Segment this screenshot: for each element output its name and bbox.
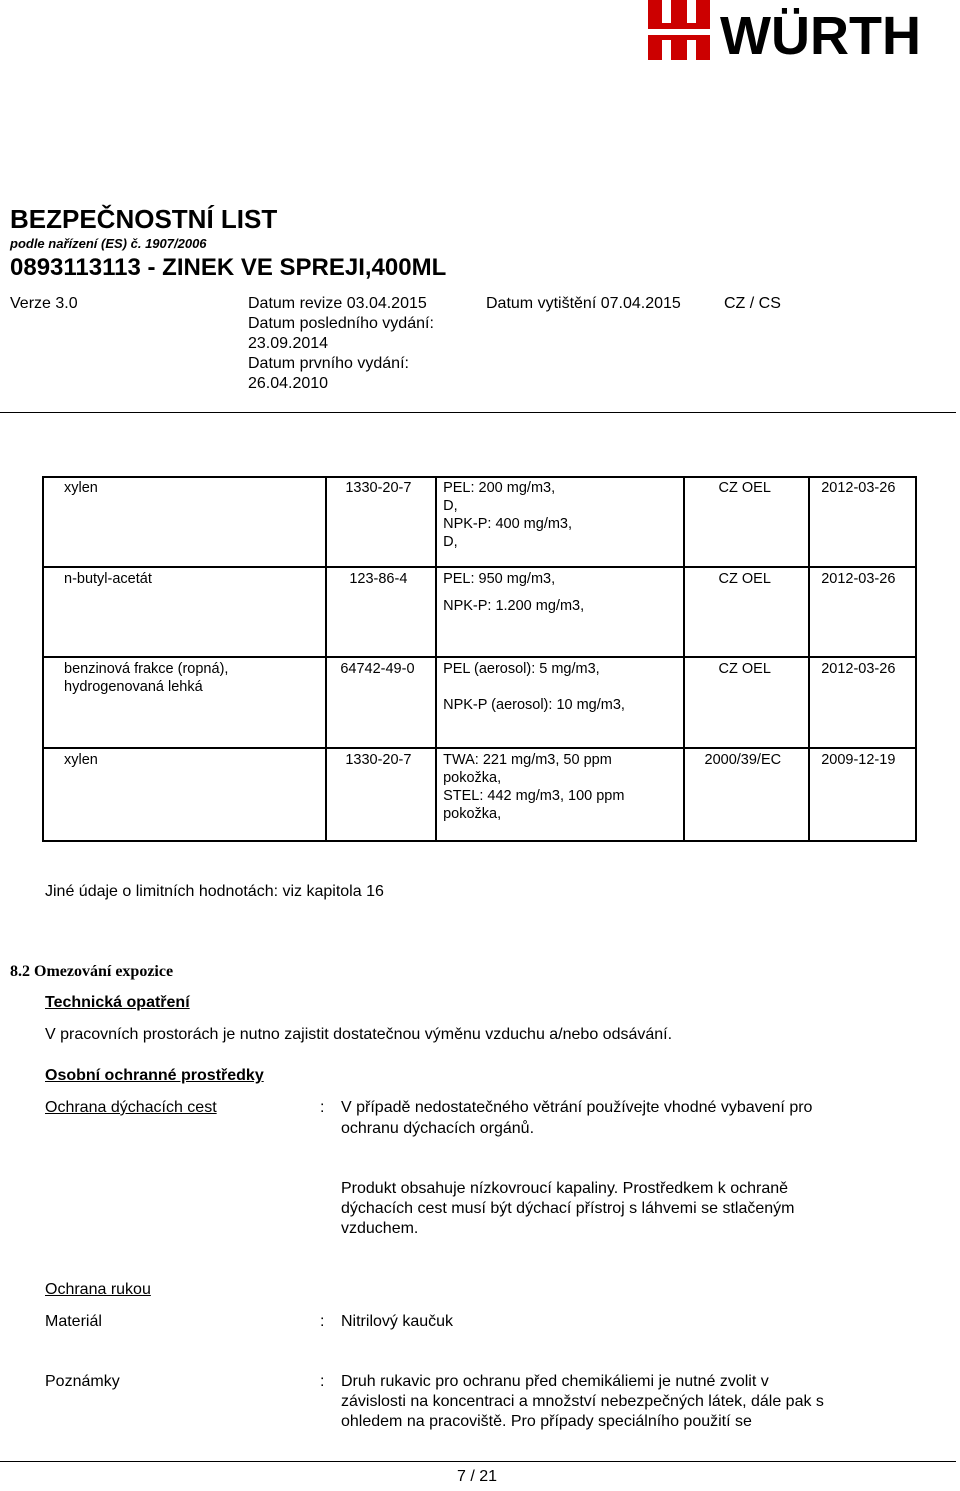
table-row (43, 748, 916, 841)
first-issue-date: 26.04.2010 (248, 375, 329, 392)
limit-value: D, (443, 498, 458, 514)
limit-basis: 2000/39/EC (704, 752, 782, 768)
wurth-logo (648, 0, 960, 70)
limit-value: NPK-P (aerosol): 10 mg/m3, (443, 697, 625, 713)
limit-value: NPK-P: 400 mg/m3, (443, 516, 573, 532)
limit-basis: CZ OEL (718, 571, 771, 587)
limit-value: D, (443, 534, 458, 550)
first-issue-label: Datum prvního vydání: (248, 355, 409, 372)
locale: CZ / CS (724, 295, 781, 312)
limit-basis: CZ OEL (718, 480, 771, 496)
material-value: Nitrilový kaučuk (341, 1313, 454, 1330)
cas-number: 1330-20-7 (345, 480, 412, 496)
limit-basis: CZ OEL (718, 661, 771, 677)
document-title: BEZPEČNOSTNÍ LIST (10, 204, 278, 234)
limit-value: PEL: 950 mg/m3, (443, 571, 556, 587)
colon: : (320, 1313, 325, 1330)
component-name: n-butyl-acetát (64, 571, 152, 587)
footer-divider (0, 1461, 956, 1462)
limit-value: TWA: 221 mg/m3, 50 ppm (443, 752, 612, 768)
respiratory-text: V případě nedostatečného větrání používejte vhodné vybavení pro (341, 1099, 813, 1116)
respiratory-text: ochranu dýchacích orgánů. (341, 1120, 535, 1137)
limit-value: NPK-P: 1.200 mg/m3, (443, 598, 585, 614)
section-heading: 8.2 Omezování expozice (10, 963, 174, 980)
limit-value: STEL: 442 mg/m3, 100 ppm (443, 788, 625, 804)
notes-text: ohledem na pracoviště. Pro případy speciálního použití se (341, 1413, 752, 1430)
logo-mark (648, 0, 710, 60)
limit-date: 2012-03-26 (821, 661, 896, 677)
last-issue-date: 23.09.2014 (248, 335, 329, 352)
component-name: benzinová frakce (ropná), (64, 661, 229, 677)
limit-date: 2012-03-26 (821, 480, 896, 496)
hand-protection-heading: Ochrana rukou (45, 1281, 151, 1298)
limit-value: PEL: 200 mg/m3, (443, 480, 556, 496)
table-row (43, 567, 916, 657)
cas-number: 123-86-4 (349, 571, 408, 587)
respiratory-text: Produkt obsahuje nízkovroucí kapaliny. Prostředkem k ochraně (341, 1180, 789, 1197)
respiratory-text: dýchacích cest musí být dýchací přístroj s láhvemi se stlačeným (341, 1200, 795, 1217)
exposure-limits-table (42, 476, 917, 842)
other-limits-note: Jiné údaje o limitních hodnotách: viz kapitola 16 (45, 883, 384, 900)
respiratory-text: vzduchem. (341, 1220, 419, 1237)
table-row (43, 657, 916, 748)
notes-text: závislosti na koncentraci a množství nebezpečných látek, dále pak s (341, 1393, 824, 1410)
version: Verze 3.0 (10, 295, 78, 312)
last-issue-label: Datum posledního vydání: (248, 315, 434, 332)
brand-wordmark: WÜRTH (720, 6, 921, 66)
notes-label: Poznámky (45, 1373, 120, 1390)
component-name: xylen (64, 480, 98, 496)
component-name: xylen (64, 752, 98, 768)
component-name: hydrogenovaná lehká (64, 679, 203, 695)
limit-value: pokožka, (443, 770, 502, 786)
limit-value: pokožka, (443, 806, 502, 822)
colon: : (320, 1099, 325, 1116)
technical-measures-text: V pracovních prostorách je nutno zajistit dostatečnou výměnu vzduchu a/nebo odsávání. (45, 1026, 673, 1043)
limit-value: PEL (aerosol): 5 mg/m3, (443, 661, 600, 677)
respiratory-protection-label: Ochrana dýchacích cest (45, 1099, 217, 1116)
table-row (43, 477, 916, 567)
ppe-heading: Osobní ochranné prostředky (45, 1067, 264, 1084)
technical-measures-heading: Technická opatření (45, 994, 190, 1011)
material-label: Materiál (45, 1313, 102, 1330)
cas-number: 64742-49-0 (340, 661, 415, 677)
colon: : (320, 1373, 325, 1390)
notes-text: Druh rukavic pro ochranu před chemikáliemi je nutné zvolit v (341, 1373, 769, 1390)
regulation-subtitle: podle nařízení (ES) č. 1907/2006 (10, 236, 207, 251)
cas-number: 1330-20-7 (345, 752, 412, 768)
limit-date: 2009-12-19 (821, 752, 896, 768)
product-name: 0893113113 - ZINEK VE SPREJI,400ML (10, 254, 447, 281)
header-divider (0, 412, 956, 413)
revision-date: Datum revize 03.04.2015 (248, 295, 427, 312)
limit-date: 2012-03-26 (821, 571, 896, 587)
print-date: Datum vytištění 07.04.2015 (486, 295, 681, 312)
page-number: 7 / 21 (457, 1468, 498, 1485)
